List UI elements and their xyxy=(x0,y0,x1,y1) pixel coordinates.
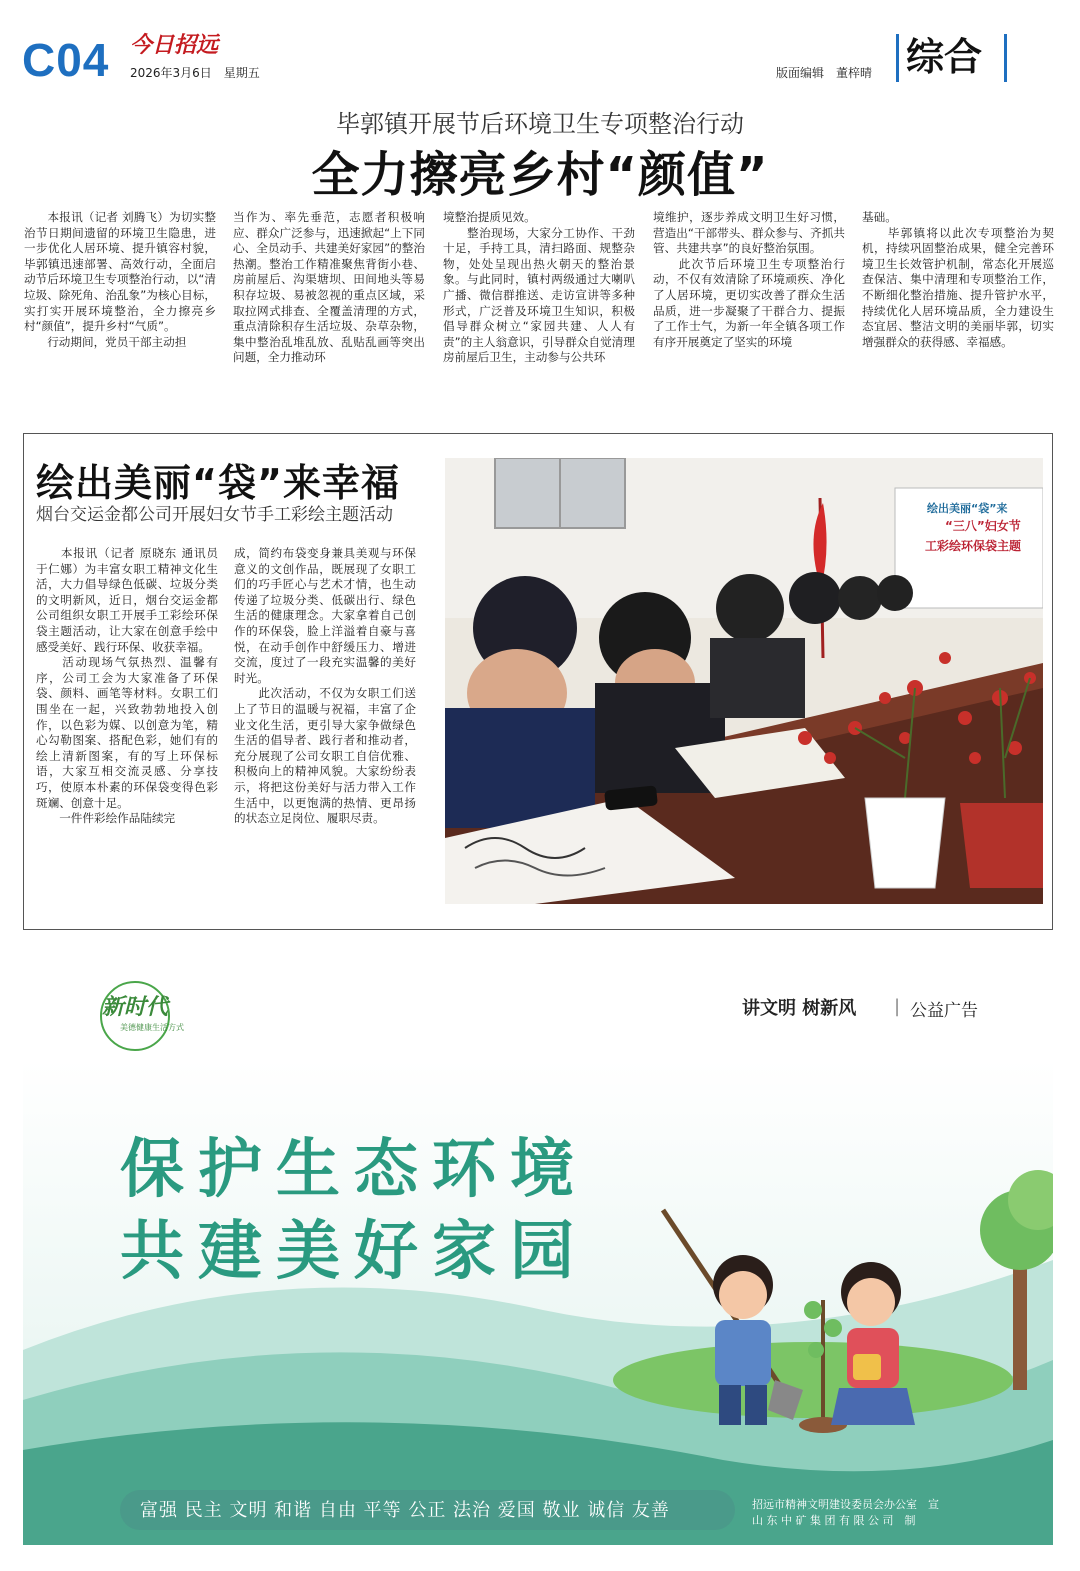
article1-column-2: 当作为、率先垂范，志愿者积极响应、群众广泛参与，迅速掀起“上下同心、全员动手、共建美好家园”的整治热潮。整治工作精准聚焦背街小巷、房前屋后、沟渠塘坝、田间地头等易积存垃圾、易被忽视的重点区域，采取拉网式排查、全覆盖清理的方式，重点清除积存生活垃圾、杂草杂物，集中整治乱堆乱放、乱贴乱画等突出问题，全力推动环 xyxy=(233,210,425,365)
article2-column-1: 本报讯（记者 原晓东 通讯员 于仁娜）为丰富女职工精神文化生活，大力倡导绿色低碳、垃圾分类的文明新风，近日，烟台交运金都公司组织女职工开展手工彩绘环保袋主题活动，让大家在创意手绘中感受美好、践行环保、收获幸福。 活动现场气氛热烈、温馨有序，公司工会为大家准备了环保袋、颜料、画笔等材料。女职工们围坐在一起，兴致勃勃地投入创作，以色彩为媒、以创意为笔，精心勾勒图案、搭配色彩，她们有的绘上清新图案，有的写上环保标语，大家互相交流灵感、分享技巧，使原本朴素的环保袋变得色彩斑斓、创意十足。 一件件彩绘作品陆续完 xyxy=(36,546,218,826)
banner-line-3: 工彩绘环保袋主题 xyxy=(925,539,1022,553)
core-values-text: 富强 民主 文明 和谐 自由 平等 公正 法治 爱国 敬业 诚信 友善 xyxy=(140,1500,670,1521)
psa-credit-producer: 山 东 中 矿 集 团 有 限 公 司 制 xyxy=(752,1514,916,1527)
article1-column-3: 境整治提质见效。 整治现场，大家分工协作、干劲十足，手持工具，清扫路面、规整杂物，处处呈现出热火朝天的整治景象。与此同时，镇村两级通过大喇叭广播、微信群推送、走访宣讲等多种形式，广泛普及环境卫生知识，积极倡导群众树立“家园共建、人人有责”的主人翁意识，引导群众自觉清理房前屋后卫生，主动参与公共环 xyxy=(443,210,635,365)
psa-credit-publicity: 招远市精神文明建设委员会办公室 宣 xyxy=(752,1498,939,1511)
page-editor: 版面编辑 董梓晴 xyxy=(776,66,873,80)
logo-subtext: 美德健康生活方式 xyxy=(120,1023,184,1032)
article1-column-1: 本报讯（记者 刘腾飞）为切实整治节日期间遗留的环境卫生隐患，进一步优化人居环境、提升镇容村貌，毕郭镇迅速部署、高效行动，全面启动节后环境卫生专项整治行动，以“清垃圾、除死角、治乱象”为核心目标，实打实开展环境整治，全力擦亮乡村“颜值”，提升乡村“气质”。 行动期间，党员干部主动担 xyxy=(24,210,216,349)
psa-tag: 公益广告 xyxy=(910,1001,978,1021)
article2-subtitle: 烟台交运金都公司开展妇女节手工彩绘主题活动 xyxy=(36,505,393,525)
article1-column-4: 境维护，逐步养成文明卫生好习惯，营造出“干部带头、群众参与、齐抓共管、共建共享”的良好整治氛围。 此次节后环境卫生专项整治行动，不仅有效清除了环境顽疾、净化了人居环境，更切实改善了群众生活品质，进一步凝聚了干群合力、提振了工作士气，为新一年全镇各项工作有序开展奠定了坚实的环境 xyxy=(653,210,845,349)
section-name: 综合 xyxy=(906,35,983,79)
logo-text: 新时代 xyxy=(102,995,169,1020)
page-number: C04 xyxy=(22,34,110,86)
article1-subtitle: 毕郭镇开展节后环境卫生专项整治行动 xyxy=(336,110,744,138)
new-era-logo xyxy=(96,976,216,1056)
psa-slogan: 讲文明 树新风 xyxy=(742,998,857,1019)
masthead-logo: 今日招远 xyxy=(130,32,219,58)
article1-column-5: 基础。 毕郭镇将以此次专项整治为契机，持续巩固整治成果，健全完善环境卫生长效管护机制，常态化开展巡查保洁、集中清理和专项整治工作，不断细化整治措施、提升管护水平，持续优化人居环境品质，全力建设生态宜居、整洁文明的美丽毕郭，切实增强群众的获得感、幸福感。 xyxy=(862,210,1054,349)
article2-column-2: 成，简约布袋变身兼具美观与环保意义的文创作品，既展现了女职工们的巧手匠心与艺术才情，也生动传递了垃圾分类、低碳出行、绿色生活的健康理念。大家拿着自己创作的环保袋，脸上洋溢着自豪与喜悦，在动手创作中舒缓压力、增进交流，度过了一段充实温馨的美好时光。 此次活动，不仅为女职工们送上了节日的温暖与祝福，丰富了企业文化生活，更引导大家争做绿色生活的倡导者、践行者和推动者，充分展现了公司女职工自信优雅、积极向上的精神风貌。大家纷纷表示，将把这份美好与活力带入工作生活中，以更饱满的热情、更昂扬的状态立足岗位、履职尽责。 xyxy=(234,546,416,826)
article1-title: 全力擦亮乡村“颜值” xyxy=(311,147,769,203)
issue-date: 2026年3月6日 星期五 xyxy=(130,66,260,80)
section-divider-right xyxy=(1004,34,1007,82)
psa-title-line-2: 共建美好家园 xyxy=(120,1215,588,1289)
psa-separator: | xyxy=(894,996,901,1017)
section-divider-left xyxy=(896,34,899,82)
banner-line-1: 绘出美丽“袋”来 xyxy=(927,502,1008,515)
article2-photo xyxy=(445,458,1043,904)
psa-title-line-1: 保护生态环境 xyxy=(120,1133,588,1207)
banner-line-2: “三八”妇女节 xyxy=(945,519,1021,533)
article2-title: 绘出美丽“袋”来幸福 xyxy=(36,461,400,505)
